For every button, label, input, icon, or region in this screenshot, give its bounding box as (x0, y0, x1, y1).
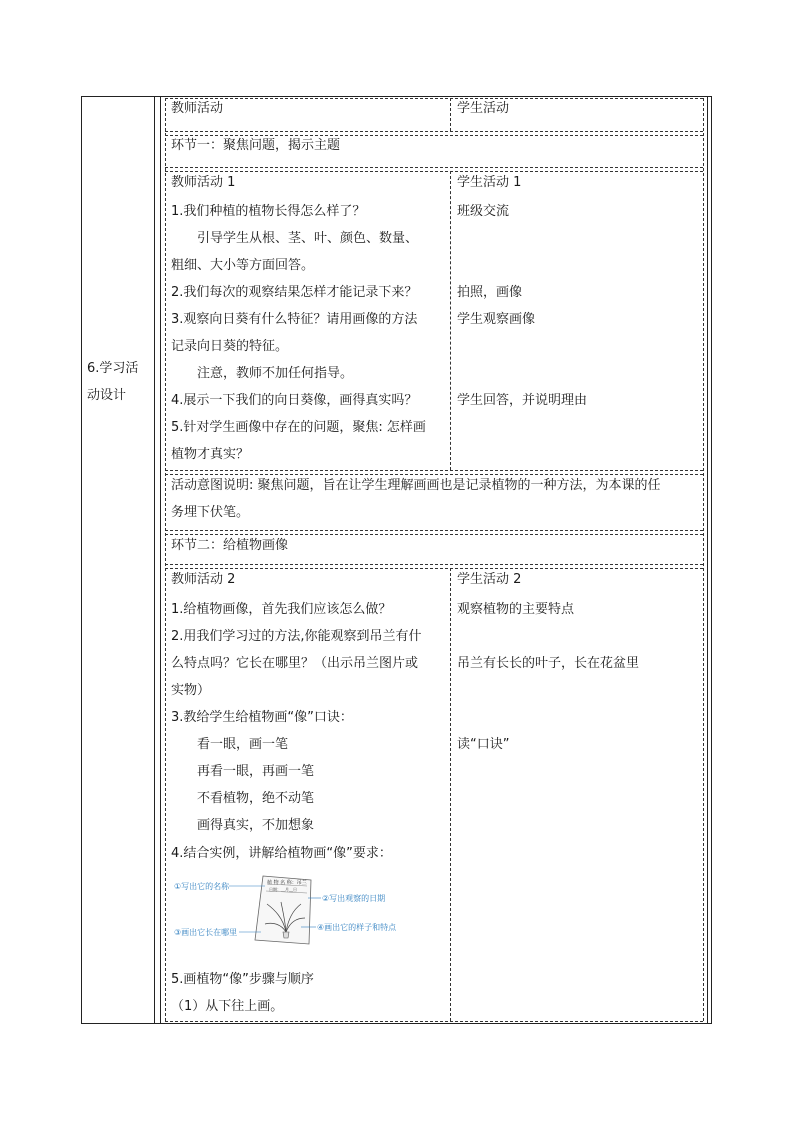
inner-right-border (707, 96, 708, 1024)
stage2-student-line: 读“口诀” (457, 737, 510, 752)
grid-line (450, 568, 451, 1021)
figure-callout: ③画出它长在哪里 (174, 928, 238, 937)
stage2-teacher-line: 么特点吗？它长在哪里？（出示吊兰图片或 (171, 656, 419, 671)
stage2-teacher-heading: 教师活动 2 (171, 572, 236, 587)
grid-line (450, 171, 451, 470)
stage1-teacher-line: 2.我们每次的观察结果怎样才能记录下来？ (171, 285, 418, 300)
plant-drawing-figure (171, 874, 409, 946)
stage1-student-line: 班级交流 (457, 204, 510, 219)
stage1-teacher-line: 注意，教师不加任何指导。 (197, 366, 354, 381)
stage2-student-line: 吊兰有长长的叶子，长在花盆里 (457, 656, 640, 671)
grid-line (165, 98, 166, 1021)
stage2-student-heading: 学生活动 2 (457, 572, 522, 587)
stage1-teacher-line: 3.观察向日葵有什么特征？请用画像的方法 (171, 312, 418, 327)
stage1-teacher-line: 植物才真实？ (171, 447, 250, 462)
card-title: 植 物 名 称：吊兰 (267, 880, 307, 886)
grid-line (165, 568, 703, 569)
stage1-teacher-heading: 教师活动 1 (171, 175, 236, 190)
section-label-cell (81, 96, 155, 1024)
stage1-intent-line: 务埋下伏笔。 (171, 505, 250, 520)
stage1-teacher-line: 1.我们种植的植物长得怎么样了？ (171, 204, 366, 219)
stage1-student-line: 拍照，画像 (457, 285, 523, 300)
stage1-teacher-line: 4.展示一下我们的向日葵像，画得真实吗？ (171, 393, 418, 408)
stage1-intent-line: 活动意图说明: 聚焦问题，旨在让学生理解画画也是记录植物的一种方法，为本课的任 (171, 478, 661, 493)
grid-line (165, 564, 703, 565)
stage2-teacher-line: 3.教给学生给植物画“像”口诀： (171, 710, 353, 725)
grid-line (165, 171, 703, 172)
card-date: 日期：__月__日 (269, 887, 297, 892)
grid-line (165, 470, 703, 471)
stage2-teacher-line: （1）从下往上画。 (171, 999, 284, 1014)
inner-left-border (160, 96, 161, 1024)
figure-callout: ②写出观察的日期 (322, 894, 386, 903)
stage1-title: 环节一：聚焦问题，揭示主题 (171, 138, 341, 153)
stage1-teacher-line: 记录向日葵的特征。 (171, 339, 289, 354)
stage1-student-heading: 学生活动 1 (457, 175, 522, 190)
grid-line (165, 530, 703, 531)
figure-callout: ①写出它的名称 (174, 882, 230, 891)
stage2-teacher-line: 看一眼，画一笔 (197, 737, 289, 752)
stage1-teacher-line: 5.针对学生画像中存在的问题，聚焦: 怎样画 (171, 420, 426, 435)
stage2-teacher-line: 2.用我们学习过的方法,你能观察到吊兰有什 (171, 629, 422, 644)
grid-line (703, 98, 704, 1021)
stage1-student-line: 学生观察画像 (457, 312, 536, 327)
stage2-teacher-line: 5.画植物“像”步骤与顺序 (171, 972, 314, 987)
stage1-student-line: 学生回答，并说明理由 (457, 393, 588, 408)
stage1-teacher-line: 引导学生从根、茎、叶、颜色、数量、 (197, 231, 419, 246)
stage2-teacher-line: 实物） (171, 683, 211, 698)
stage1-teacher-line: 粗细、大小等方面回答。 (171, 258, 315, 273)
grid-line (165, 167, 703, 168)
stage2-teacher-line: 4.结合实例，讲解给植物画“像”要求： (171, 846, 392, 861)
stage2-teacher-line: 画得真实，不加想象 (197, 818, 315, 833)
stage2-title: 环节二：给植物画像 (171, 538, 289, 553)
stage2-teacher-line: 再看一眼，再画一笔 (197, 764, 315, 779)
stage2-student-line: 观察植物的主要特点 (457, 602, 575, 617)
header-student: 学生活动 (457, 101, 510, 116)
stage2-teacher-line: 不看植物，绝不动笔 (197, 791, 315, 806)
header-teacher: 教师活动 (171, 101, 224, 116)
grid-line (165, 1021, 703, 1022)
stage2-teacher-line: 1.给植物画像，首先我们应该怎么做？ (171, 602, 392, 617)
grid-line (165, 98, 703, 99)
section-label: 6.学习活动设计 (87, 361, 139, 403)
grid-line (450, 98, 451, 131)
figure-callout: ④画出它的样子和特点 (317, 923, 397, 932)
